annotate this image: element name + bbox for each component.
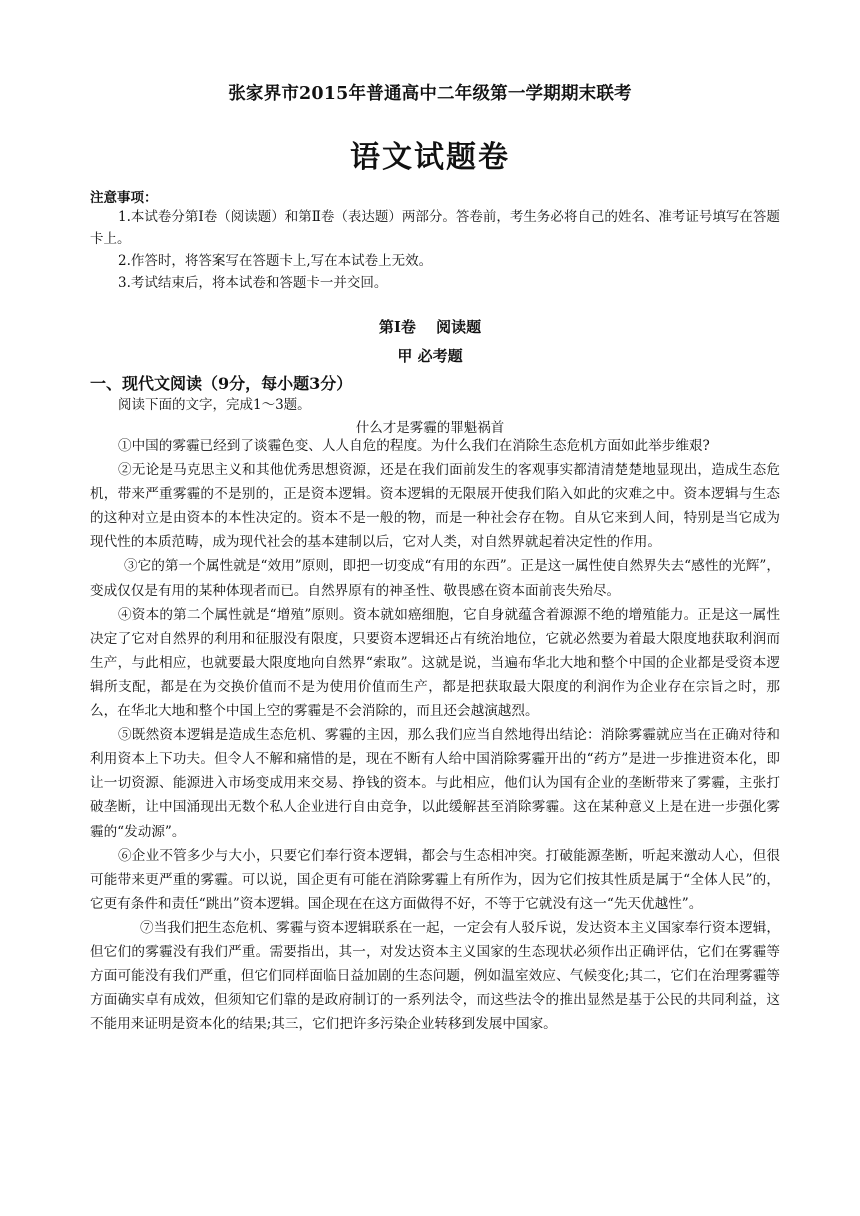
- article-paragraph: ④资本的第二个属性就是“增殖”原则。资本就如癌细胞，它自身就蕴含着源源不绝的增殖能力。正是这一属性决定了它对自然界的利用和征服没有限度，只要资本逻辑还占有统治地位，它就必然要为着最大限度地获取利润而生产，与此相应，也就要最大限度地向自然界“索取”。这就是说，当遍布华北大地和整个中国的企业都是受资本逻辑所支配，都是在为交换价值而不是为使用价值而生产，都是把获取最大限度的利润作为企业存在宗旨之时，那么，在华北大地和整个中国上空的雾霾是不会消除的，而且还会越演越烈。: [90, 606, 780, 720]
- article-paragraph: ②无论是马克思主义和其他优秀思想资源，还是在我们面前发生的客观事实都清清楚楚地显现出，造成生态危机，带来严重雾霾的不是别的，正是资本逻辑。资本逻辑的无限展开使我们陷入如此的灾难之中。资本逻辑与生态的这种对立是由资本的本性决定的。资本不是一般的物，而是一种社会存在物。自从它来到人间，特别是当它成为现代性的本质范畴，成为现代社会的基本建制以后，它对人类，对自然界就起着决定性的作用。: [90, 462, 780, 551]
- article-title: 什么才是雾霾的罪魁祸首: [355, 420, 505, 436]
- article-paragraph: ③它的第一个属性就是“效用”原则，即把一切变成“有用的东西”。正是这一属性使自然界失去“感性的光辉”，变成仅仅是有用的某种体现者而已。自然界原有的神圣性、敬畏感在资本面前丧失殆尽。: [90, 558, 780, 599]
- article-paragraph: ⑥企业不管多少与大小，只要它们奉行资本逻辑，都会与生态相冲突。打破能源垄断，听起来激动人心，但很可能带来更严重的雾霾。可以说，国企更有可能在消除雾霾上有所作为，因为它们按其性质是属于“全体人民”的，它更有条件和责任“跳出”资本逻辑。国企现在在这方面做得不好，不等于它就没有这一“先天优越性”。: [90, 847, 780, 912]
- note-item: 1.本试卷分第Ⅰ卷（阅读题）和第Ⅱ卷（表达题）两部分。答卷前，考生务必将自己的姓名、准考证号填写在答题卡上。: [90, 209, 780, 247]
- paper-title: 语文试题卷: [350, 140, 510, 175]
- question-instruction: 阅读下面的文字，完成1～3题。: [118, 397, 311, 413]
- question-heading: 一、现代文阅读（9分，每小题3分）: [90, 374, 353, 393]
- note-item: 2.作答时，将答案写在答题卡上,写在本试卷上无效。: [118, 253, 433, 269]
- note-item: 3.考试结束后，将本试卷和答题卡一并交回。: [118, 275, 388, 291]
- section-subtitle: 甲 必考题: [397, 347, 463, 365]
- notes-list: [90, 206, 780, 294]
- article-body: [90, 434, 780, 1036]
- article-paragraph: ①中国的雾霾已经到了谈霾色变、人人自危的程度。为什么我们在消除生态危机方面如此举步维艰?: [118, 438, 710, 454]
- exam-name: 张家界市2015年普通高中二年级第一学期期末联考: [228, 84, 632, 104]
- article-paragraph: ⑦当我们把生态危机、雾霾与资本逻辑联系在一起，一定会有人驳斥说，发达资本主义国家奉行资本逻辑，但它们的雾霾没有我们严重。需要指出，其一，对发达资本主义国家的生态现状必须作出正确评估，它们在雾霾等方面可能没有我们严重，但它们同样面临日益加剧的生态问题，例如温室效应、气候变化;其二，它们在治理雾霾等方面确实卓有成效，但须知它们靠的是政府制订的一系列法令，而这些法令的推出显然是基于公民的共同利益，这不能用来证明是资本化的结果;其三，它们把许多污染企业转移到发展中国家。: [90, 919, 780, 1033]
- notes-heading: 注意事项：: [90, 190, 158, 206]
- article-paragraph: ⑤既然资本逻辑是造成生态危机、雾霾的主因，那么我们应当自然地得出结论：消除雾霾就应当在正确对待和利用资本上下功夫。但令人不解和痛惜的是，现在不断有人给中国消除雾霾开出的“药方”是进一步推进资本化，即让一切资源、能源进入市场变成用来交易、挣钱的资本。与此相应，他们认为国有企业的垄断带来了雾霾，主张打破垄断，让中国涌现出无数个私人企业进行自由竞争，以此缓解甚至消除雾霾。这在某种意义上是在进一步强化雾霾的“发动源”。: [90, 727, 780, 840]
- section-title: 第Ⅰ卷 阅读题: [378, 318, 482, 336]
